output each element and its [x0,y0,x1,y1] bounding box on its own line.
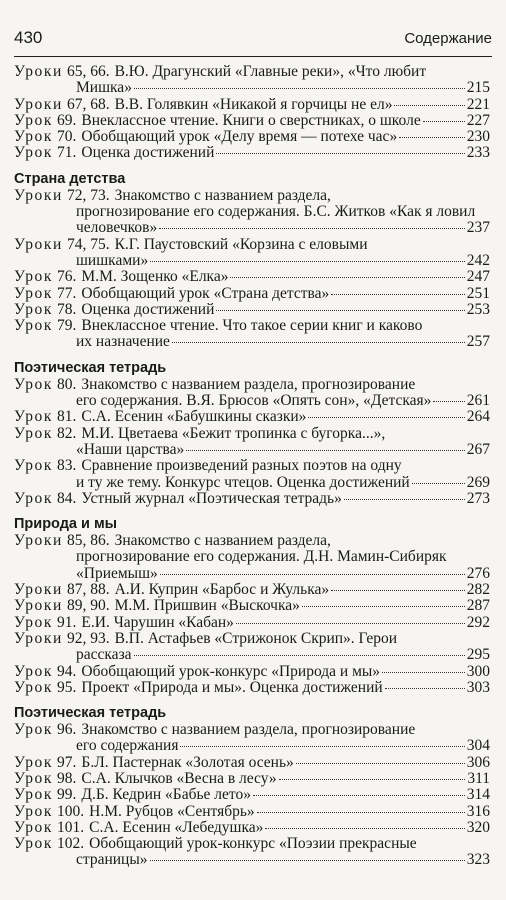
entry-text: Оценка достижений [81,144,215,162]
toc-entry [14,458,490,491]
lesson-kind: Урок [14,753,54,771]
toc-line [14,820,490,836]
entry-text: Устный журнал «Поэтическая тетрадь» [81,489,342,507]
dot-leader [385,688,465,689]
lesson-number: 102. [57,835,85,853]
toc-line [14,269,490,285]
entry-text: Обобщающий урок-конкурс «Поэзии прекрасные [89,835,417,853]
entry-text: «Наши царства» [76,440,185,458]
toc-line [14,852,490,868]
section-title: Природа и мы [14,516,118,533]
lesson-kind: Урок [14,408,54,426]
page-reference: 215 [466,79,490,97]
table-of-contents [14,64,490,869]
lesson-kind: Урок [14,111,54,129]
page-reference: 306 [466,753,490,771]
dot-leader [180,746,464,747]
lesson-kind: Уроки [14,63,63,80]
lesson-number: 80. [57,375,77,393]
lesson-kind: Урок [14,769,54,787]
lesson-number: 67, 68. [66,95,110,113]
lesson-kind: Урок [14,818,54,836]
dot-leader [399,137,465,138]
page-reference: 242 [466,251,490,269]
page-reference: 221 [466,95,490,113]
toc-line [14,680,490,696]
toc-line [14,113,490,129]
dot-leader [160,574,465,575]
lesson-number: 87, 88. [66,581,110,599]
dot-leader [159,228,465,229]
entry-text: С.А. Есенин «Лебедушка» [89,818,264,836]
page-reference: 300 [466,662,490,680]
toc-entry [14,491,490,507]
lesson-kind: Урок [14,457,54,475]
entry-text: В.В. Голявкин «Никакой я горчицы не ел» [114,95,393,113]
entry-text: М.М. Зощенко «Елка» [81,268,229,286]
toc-line [14,334,490,350]
page-reference: 311 [467,769,490,787]
entry-text: К.Г. Паустовский «Корзина с еловыми [114,235,368,253]
page-reference: 261 [466,392,490,410]
entry-text: Проект «Природа и мы». Оценка достижений [81,678,383,696]
toc-line [14,615,490,631]
lesson-kind: Урок [14,721,54,739]
toc-line [14,253,490,269]
dot-leader [257,812,465,813]
dot-leader [216,153,464,154]
entry-text: Сравнение произведений разных поэтов на одну [81,457,402,475]
toc-section [14,704,490,869]
lesson-number: 79. [57,317,77,335]
toc-entry [14,533,490,582]
toc-line [14,738,490,754]
entry-text: Знакомство с названием раздела, [114,532,331,550]
page-reference: 295 [466,646,490,664]
dot-leader [433,401,464,402]
lesson-number: 99. [57,786,77,804]
dot-leader [134,88,465,89]
lesson-number: 70. [57,128,77,146]
entry-text: М.И. Цветаева «Бежит тропинка с бугорка...», [81,424,386,442]
lesson-number: 89, 90. [66,597,110,615]
dot-leader [302,606,465,607]
lesson-number: 71. [57,144,77,162]
lesson-kind: Урок [14,424,54,442]
toc-line [14,64,490,80]
entry-text: «Приемыш» [76,564,158,582]
toc-line [14,755,490,771]
toc-entry [14,97,490,113]
dot-leader [296,763,465,764]
page-reference: 253 [466,300,490,318]
lesson-number: 72, 73. [66,186,110,204]
lesson-kind: Уроки [14,581,63,599]
toc-line [14,80,490,96]
toc-line [14,647,490,663]
lesson-kind: Урок [14,613,54,631]
entry-text: Н.М. Рубцов «Сентябрь» [89,802,255,820]
toc-entry [14,615,490,631]
entry-text: их назначение [76,333,170,351]
toc-line [14,188,490,204]
toc-entry [14,113,490,129]
dot-leader [382,672,465,673]
toc-entry [14,426,490,459]
page-reference: 227 [466,111,490,129]
lesson-number: 78. [57,300,77,318]
entry-text: шишками» [76,251,149,269]
toc-line [14,582,490,598]
toc-line [14,377,490,393]
toc-line [14,393,490,409]
toc-entry [14,771,490,787]
entry-text: В.П. Астафьев «Стрижонок Скрип». Герои [114,629,398,647]
dot-leader [331,590,465,591]
toc-line [14,491,490,507]
page-reference: 292 [466,613,490,631]
toc-entry [14,286,490,302]
toc-line [14,426,490,442]
toc-entry [14,722,490,755]
toc-line [14,458,490,474]
entry-text: и ту же тему. Конкурс чтецов. Оценка достижений [76,473,410,491]
entry-text: страницы» [76,851,148,869]
dot-leader [412,483,465,484]
entry-text: прогнозирование его содержания. Д.Н. Мамин-Сибиряк [76,548,447,566]
running-head: Содержание [404,30,492,47]
lesson-number: 69. [57,111,77,129]
entry-text: Мишка» [76,79,132,97]
lesson-number: 76. [57,268,77,286]
page-reference: 282 [466,581,490,599]
entry-text: Знакомство с названием раздела, [114,186,331,204]
toc-line [14,566,490,582]
toc-line [14,771,490,787]
entry-text: рассказа [76,646,132,664]
lesson-kind: Урок [14,317,54,335]
lesson-number: 98. [57,769,77,787]
page-reference: 320 [466,818,490,836]
page-reference: 273 [466,489,490,507]
lesson-kind: Урок [14,300,54,318]
dot-leader [230,277,464,278]
lesson-kind: Уроки [14,95,63,113]
lesson-kind: Урок [14,835,54,853]
lesson-kind: Уроки [14,186,63,204]
toc-line [14,475,490,491]
lesson-number: 91. [57,613,77,631]
toc-line [14,302,490,318]
lesson-kind: Урок [14,678,54,696]
lesson-number: 101. [57,818,85,836]
toc-line [14,442,490,458]
dot-leader [331,294,465,295]
toc-line [14,129,490,145]
toc-section [14,64,490,162]
toc-line [14,836,490,852]
entry-text: А.И. Куприн «Барбос и Жулька» [114,581,330,599]
toc-line [14,220,490,236]
entry-text: Обобщающий урок-конкурс «Природа и мы» [81,662,381,680]
dot-leader [186,450,464,451]
entry-text: В.Ю. Драгунский «Главные реки», «Что любит [114,63,427,80]
page-reference: 269 [466,473,490,491]
toc-entry [14,664,490,680]
lesson-kind: Урок [14,144,54,162]
dot-leader [216,310,464,311]
toc-entry [14,582,490,598]
page-header [14,0,492,57]
toc-line [14,409,490,425]
page-reference: 233 [466,144,490,162]
toc-line [14,97,490,113]
dot-leader [172,342,465,343]
lesson-number: 65, 66. [66,63,110,80]
page-reference: 237 [466,219,490,237]
lesson-number: 83. [57,457,77,475]
toc-entry [14,269,490,285]
toc-entry [14,598,490,614]
entry-text: Д.Б. Кедрин «Бабье лето» [81,786,251,804]
lesson-number: 74, 75. [66,235,110,253]
toc-line [14,204,490,220]
lesson-kind: Уроки [14,532,63,550]
dot-leader [279,779,466,780]
toc-entry [14,820,490,836]
toc-line [14,549,490,565]
dot-leader [423,121,465,122]
toc-line [14,598,490,614]
lesson-number: 95. [57,678,77,696]
entry-text: Е.И. Чарушин «Кабан» [81,613,234,631]
entry-text: Внеклассное чтение. Книги о сверстниках, о школе [81,111,421,129]
lesson-kind: Урок [14,489,54,507]
dot-leader [134,655,465,656]
dot-leader [308,417,464,418]
lesson-kind: Уроки [14,629,63,647]
lesson-kind: Урок [14,284,54,302]
lesson-number: 97. [57,753,77,771]
page-reference: 276 [466,564,490,582]
toc-entry [14,145,490,161]
dot-leader [344,499,465,500]
lesson-number: 92, 93. [66,629,110,647]
entry-text: его содержания. В.Я. Брюсов «Опять сон», «Детская» [76,392,432,410]
lesson-kind: Урок [14,268,54,286]
lesson-kind: Урок [14,786,54,804]
page-reference: 287 [466,597,490,615]
toc-entry [14,302,490,318]
toc-line [14,787,490,803]
lesson-kind: Уроки [14,597,63,615]
dot-leader [150,261,465,262]
toc-entry [14,836,490,869]
dot-leader [150,860,465,861]
toc-line [14,286,490,302]
toc-line [14,722,490,738]
toc-entry [14,787,490,803]
entry-text: С.А. Клычков «Весна в лесу» [81,769,277,787]
lesson-number: 96. [57,721,77,739]
toc-entry [14,64,490,97]
toc-line [14,145,490,161]
toc-entry [14,409,490,425]
entry-text: Обобщающий урок «Страна детства» [81,284,330,302]
toc-entry [14,631,490,664]
toc-section [14,515,490,696]
toc-entry [14,237,490,270]
toc-entry [14,188,490,237]
page-reference: 267 [466,440,490,458]
entry-text: Знакомство с названием раздела, прогнозирование [81,375,416,393]
page-number: 430 [14,28,43,47]
toc-line [14,237,490,253]
entry-text: Обобщающий урок «Делу время — потехе час» [81,128,398,146]
entry-text: человечков» [76,219,158,237]
lesson-number: 84. [57,489,77,507]
page-reference: 247 [466,268,490,286]
toc-section [14,170,490,351]
lesson-kind: Урок [14,662,54,680]
toc-entry [14,755,490,771]
lesson-number: 82. [57,424,77,442]
toc-entry [14,804,490,820]
entry-text: М.М. Пришвин «Выскочка» [114,597,300,615]
dot-leader [394,105,464,106]
entry-text: Внеклассное чтение. Что такое серии книг и каково [81,317,423,335]
page-reference: 323 [466,851,490,869]
lesson-number: 81. [57,408,77,426]
dot-leader [265,828,464,829]
lesson-number: 85, 86. [66,532,110,550]
page-reference: 304 [466,737,490,755]
page-reference: 257 [466,333,490,351]
lesson-number: 77. [57,284,77,302]
section-title: Поэтическая тетрадь [14,359,167,376]
lesson-kind: Урок [14,375,54,393]
entry-text: Б.Л. Пастернак «Золотая осень» [81,753,294,771]
entry-text: С.А. Есенин «Бабушкины сказки» [81,408,307,426]
page-reference: 314 [466,786,490,804]
entry-text: Знакомство с названием раздела, прогнозирование [81,721,416,739]
toc-entry [14,318,490,351]
lesson-kind: Уроки [14,235,63,253]
dot-leader [253,795,465,796]
toc-line [14,533,490,549]
page-reference: 303 [466,678,490,696]
toc-line [14,664,490,680]
entry-text: Оценка достижений [81,300,215,318]
lesson-number: 100. [57,802,85,820]
dot-leader [236,623,465,624]
lesson-number: 94. [57,662,77,680]
section-title: Страна детства [14,170,126,187]
lesson-kind: Урок [14,802,54,820]
toc-entry [14,680,490,696]
lesson-kind: Урок [14,128,54,146]
toc-line [14,804,490,820]
entry-text: его содержания [76,737,179,755]
entry-text: прогнозирование его содержания. Б.С. Житков «Как я ловил [76,203,476,221]
section-title: Поэтическая тетрадь [14,705,167,722]
page-reference: 230 [466,128,490,146]
toc-section [14,359,490,507]
toc-line [14,631,490,647]
page-reference: 316 [466,802,490,820]
page-reference: 251 [466,284,490,302]
page-reference: 264 [466,408,490,426]
toc-entry [14,129,490,145]
toc-line [14,318,490,334]
toc-entry [14,377,490,410]
